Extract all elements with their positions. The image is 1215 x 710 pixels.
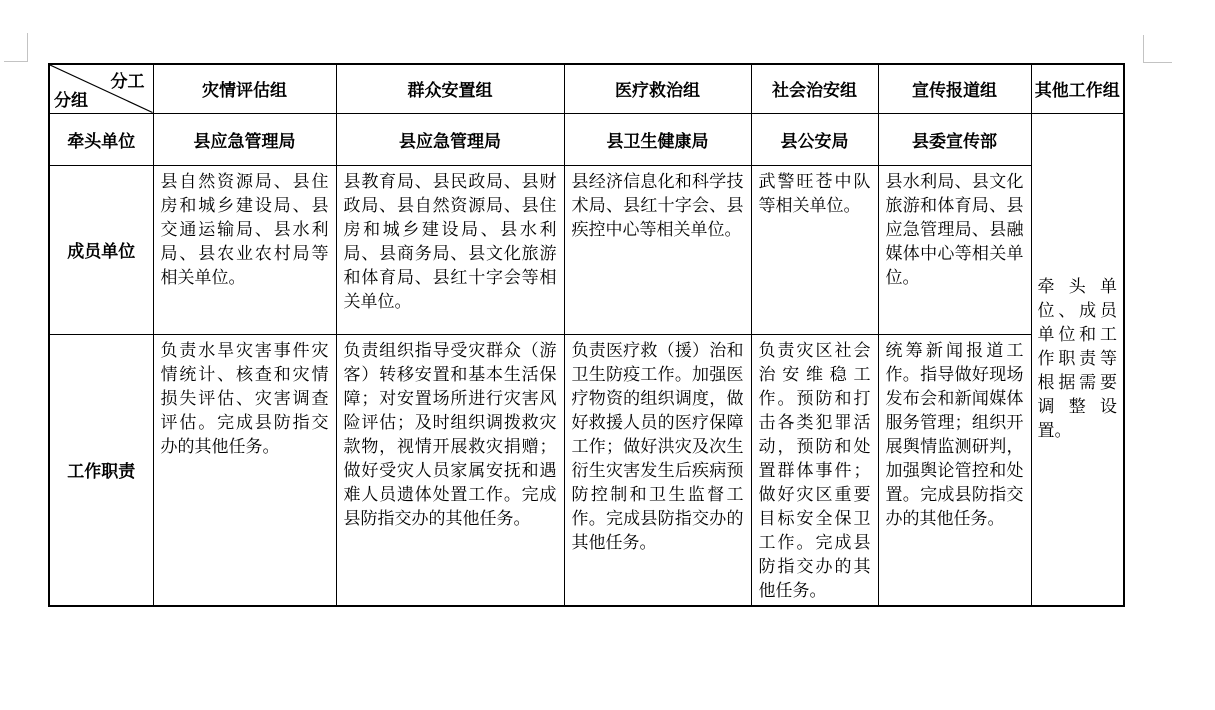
row-label-duties: 工作职责: [49, 334, 153, 606]
margin-mark-right-icon: [1143, 35, 1172, 63]
member-units-row: [49, 165, 1124, 334]
group-header-other: 其他工作组: [1031, 64, 1124, 113]
lead-unit-cell: 县应急管理局: [336, 113, 564, 165]
diagonal-header-cell: [49, 64, 153, 113]
diagonal-label-group: 分组: [54, 90, 88, 110]
group-header-medical: 医疗救治组: [564, 64, 751, 113]
duties-cell: 负责灾区社会治安维稳工作。预防和打击各类犯罪活动，预防和处置群体事件；做好灾区重要目标安全保卫工作。完成县防指交办的其他任务。: [751, 334, 878, 606]
duties-cell: 负责水旱灾害事件灾情统计、核查和灾情损失评估、灾害调查评估。完成县防指交办的其他任务。: [153, 334, 336, 606]
member-units-cell: 县自然资源局、县住房和城乡建设局、县交通运输局、县水利局、县农业农村局等相关单位。: [153, 165, 336, 334]
lead-unit-cell: 县卫生健康局: [564, 113, 751, 165]
group-header-disaster-assessment: 灾情评估组: [153, 64, 336, 113]
group-header-resettlement: 群众安置组: [336, 64, 564, 113]
other-group-note-cell: 牵头单位、成员单位和工作职责等根据需要调整设置。: [1031, 113, 1124, 606]
member-units-cell: 县水利局、县文化旅游和体育局、县应急管理局、县融媒体中心等相关单位。: [878, 165, 1031, 334]
row-label-lead-unit: 牵头单位: [49, 113, 153, 165]
duties-row: [49, 334, 1124, 606]
working-groups-table: [48, 63, 1125, 607]
duties-cell: 负责医疗救（援）治和卫生防疫工作。加强医疗物资的组织调度，做好救援人员的医疗保障工作；做好洪灾及次生衍生灾害发生后疾病预防控制和卫生监督工作。完成县防指交办的其他任务。: [564, 334, 751, 606]
member-units-cell: 武警旺苍中队等相关单位。: [751, 165, 878, 334]
group-header-public-security: 社会治安组: [751, 64, 878, 113]
lead-unit-cell: 县应急管理局: [153, 113, 336, 165]
lead-unit-row: [49, 113, 1124, 165]
duties-cell: 统筹新闻报道工作。指导做好现场发布会和新闻媒体服务管理；组织开展舆情监测研判，加强舆论管控和处置。完成县防指交办的其他任务。: [878, 334, 1031, 606]
row-label-member-units: 成员单位: [49, 165, 153, 334]
group-header-publicity: 宣传报道组: [878, 64, 1031, 113]
diagonal-label-division: 分工: [110, 72, 145, 91]
member-units-cell: 县教育局、县民政局、县财政局、县自然资源局、县住房和城乡建设局、县水利局、县商务局、县文化旅游和体育局、县红十字会等相关单位。: [336, 165, 564, 334]
lead-unit-cell: 县委宣传部: [878, 113, 1031, 165]
member-units-cell: 县经济信息化和科学技术局、县红十字会、县疾控中心等相关单位。: [564, 165, 751, 334]
lead-unit-cell: 县公安局: [751, 113, 878, 165]
margin-mark-left-icon: [4, 33, 28, 62]
duties-cell: 负责组织指导受灾群众（游客）转移安置和基本生活保障；对安置场所进行灾害风险评估；及时组织调拨救灾款物，视情开展救灾捐赠；做好受灾人员家属安抚和遇难人员遗体处置工作。完成县防指交办的其他任务。: [336, 334, 564, 606]
header-row: [49, 64, 1124, 113]
